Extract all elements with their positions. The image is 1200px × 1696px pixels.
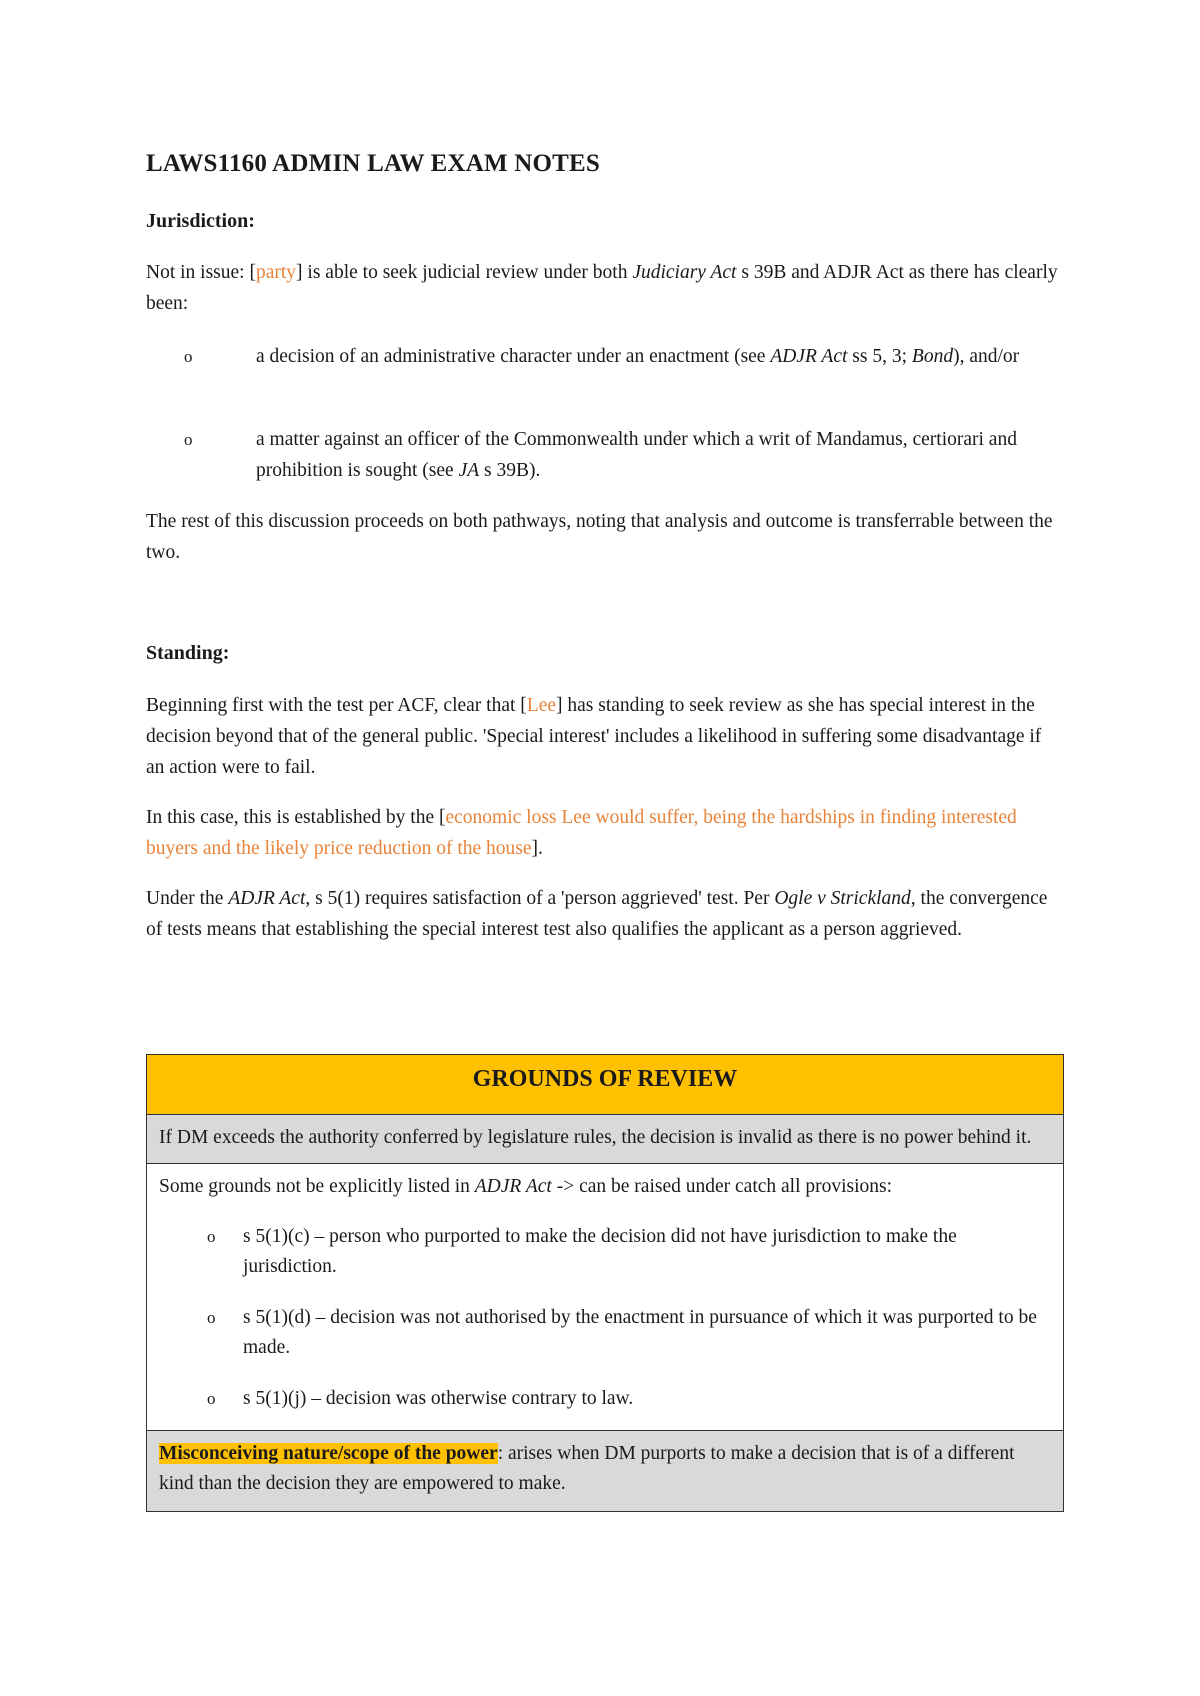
table-row: Some grounds not be explicitly listed in ADJR Act -> can be raised under catch all provisions: o s 5(1)(c) – person who purported to make the decision did not have jurisdiction to make the jurisdiction. o s 5(1)(d) – decision was not authorised by the enactment in pursuance of which it was purported to be made. o s 5(1)(j) – decision was otherwise contrary to law. [147,1163,1063,1430]
standing-heading: Standing: [146,642,230,664]
bullet-marker: o [207,1308,216,1327]
table-row: If DM exceeds the authority conferred by legislature rules, the decision is invalid as there is no power behind it. [147,1114,1063,1163]
grounds-of-review-table [146,1054,1064,1512]
table-row: Misconceiving nature/scope of the power: arises when DM purports to make a decision that is of a different kind than the decision they are empowered to make. [147,1430,1063,1511]
standing-paragraph-3: Under the ADJR Act, s 5(1) requires satisfaction of a 'person aggrieved' test. Per Ogle v Strickland, the convergence of tests means that establishing the special interest test also qualifies the applicant as a person aggrieved. [146,888,1048,940]
list-item: o s 5(1)(c) – person who purported to make the decision did not have jurisdiction to make the jurisdiction. [159,1222,1052,1303]
jurisdiction-closing: The rest of this discussion proceeds on both pathways, noting that analysis and outcome is transferrable between the two. [146,511,1053,563]
jurisdiction-heading: Jurisdiction: [146,210,255,232]
highlighted-term: Misconceiving nature/scope of the power [159,1443,498,1464]
list-item: o s 5(1)(d) – decision was not authorised by the enactment in pursuance of which it was purported to be made. [159,1303,1052,1384]
economic-loss-placeholder: economic loss Lee would suffer, being the hardships in finding interested buyers and the likely price reduction of the house [146,807,1017,859]
jurisdiction-intro: Not in issue: [party] is able to seek judicial review under both Judiciary Act s 39B and ADJR Act as there has clearly been: [146,262,1058,314]
standing-paragraph-1: Beginning first with the test per ACF, clear that [Lee] has standing to seek review as she has special interest in the decision beyond that of the general public. 'Special interest' includes a likelihood in suffering some disadvantage if an action were to fail. [146,695,1042,778]
table-header: GROUNDS OF REVIEW [147,1055,1063,1114]
bullet-marker: o [184,347,193,366]
bullet-marker: o [207,1389,216,1408]
page-title: LAWS1160 ADMIN LAW EXAM NOTES [146,150,601,177]
list-item: o s 5(1)(j) – decision was otherwise contrary to law. [159,1384,1052,1426]
standing-paragraph-2: In this case, this is established by the [economic loss Lee would suffer, being the hardships in finding interested buyers and the likely price reduction of the house]. [146,807,1017,859]
party-placeholder: party [255,262,297,283]
bullet-marker: o [207,1227,216,1246]
lee-placeholder: Lee [526,695,557,716]
bullet-marker: o [184,430,193,449]
